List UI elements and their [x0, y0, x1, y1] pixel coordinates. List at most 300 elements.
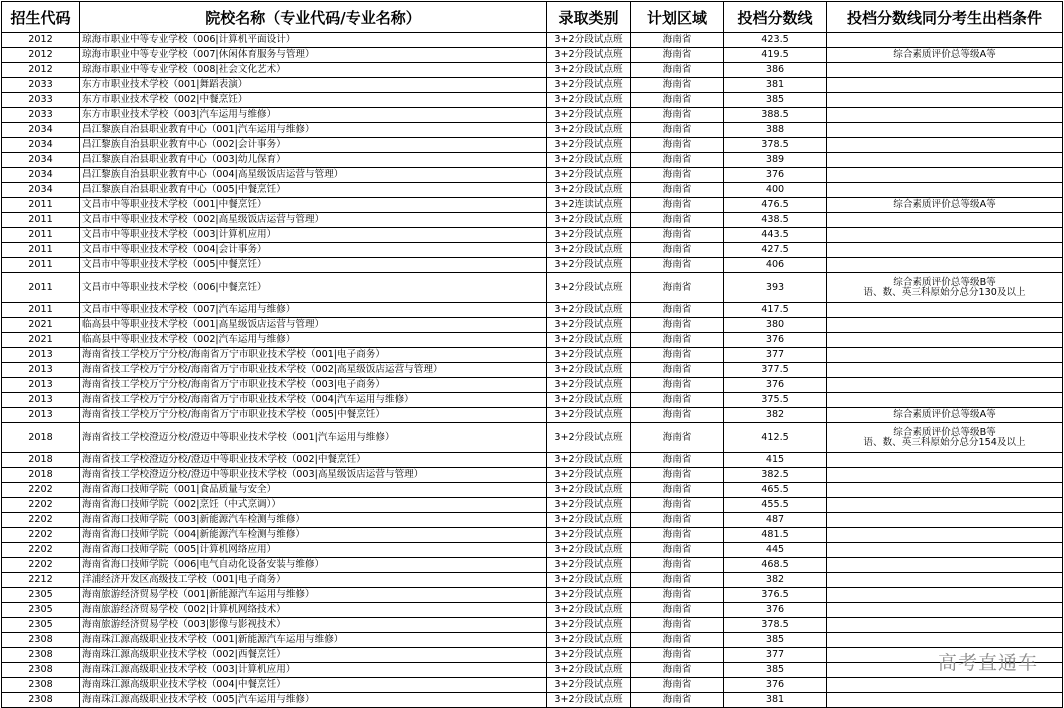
- table-row: [2, 33, 1063, 48]
- table-row: [2, 558, 1063, 573]
- admission-category-cell: 3+2分段试点班: [547, 33, 631, 48]
- plan-region-cell: 海南省: [631, 108, 724, 123]
- admission-category-cell: 3+2分段试点班: [547, 153, 631, 168]
- table-row: [2, 483, 1063, 498]
- school-name-cell: 海南珠江源高级职业技术学校（003|计算机应用）: [80, 663, 547, 678]
- tie-condition-cell: [827, 318, 1063, 333]
- tie-condition-cell: [827, 213, 1063, 228]
- plan-region-cell: 海南省: [631, 348, 724, 363]
- cutoff-score-cell: 380: [724, 318, 827, 333]
- enrollment-code-cell: 2034: [2, 153, 80, 168]
- table-row: [2, 63, 1063, 78]
- plan-region-cell: 海南省: [631, 543, 724, 558]
- school-name-cell: 海南旅游经济贸易学校（002|计算机网络技术）: [80, 603, 547, 618]
- admission-category-cell: 3+2分段试点班: [547, 678, 631, 693]
- admission-category-cell: 3+2分段试点班: [547, 633, 631, 648]
- admission-category-cell: 3+2分段试点班: [547, 273, 631, 303]
- plan-region-cell: 海南省: [631, 648, 724, 663]
- admission-category-cell: 3+2连读试点班: [547, 198, 631, 213]
- cutoff-score-cell: 406: [724, 258, 827, 273]
- plan-region-cell: 海南省: [631, 423, 724, 453]
- plan-region-cell: 海南省: [631, 138, 724, 153]
- tie-condition-cell: [827, 183, 1063, 198]
- plan-region-cell: 海南省: [631, 453, 724, 468]
- table-row: [2, 528, 1063, 543]
- cutoff-score-cell: 385: [724, 93, 827, 108]
- table-row: [2, 243, 1063, 258]
- plan-region-cell: 海南省: [631, 303, 724, 318]
- school-name-cell: 海南省技工学校澄迈分校/澄迈中等职业技术学校（001|汽车运用与维修）: [80, 423, 547, 453]
- enrollment-code-cell: 2033: [2, 108, 80, 123]
- table-row: [2, 168, 1063, 183]
- cutoff-score-cell: 377: [724, 348, 827, 363]
- table-row: [2, 78, 1063, 93]
- enrollment-code-cell: 2202: [2, 483, 80, 498]
- school-name-cell: 海南珠江源高级职业技术学校（002|西餐烹饪）: [80, 648, 547, 663]
- table-row: [2, 228, 1063, 243]
- enrollment-code-cell: 2308: [2, 648, 80, 663]
- tie-condition-cell: [827, 453, 1063, 468]
- tie-condition-cell: [827, 78, 1063, 93]
- admission-category-cell: 3+2分段试点班: [547, 228, 631, 243]
- admission-category-cell: 3+2分段试点班: [547, 483, 631, 498]
- admission-category-cell: 3+2分段试点班: [547, 468, 631, 483]
- cutoff-score-cell: 481.5: [724, 528, 827, 543]
- enrollment-code-cell: 2033: [2, 78, 80, 93]
- table-row: [2, 573, 1063, 588]
- plan-region-cell: 海南省: [631, 168, 724, 183]
- tie-condition-cell: [827, 243, 1063, 258]
- cutoff-score-cell: 386: [724, 63, 827, 78]
- table-row: [2, 348, 1063, 363]
- school-name-cell: 临高县中等职业技术学校（001|高星级饭店运营与管理）: [80, 318, 547, 333]
- enrollment-code-cell: 2011: [2, 213, 80, 228]
- cutoff-score-cell: 419.5: [724, 48, 827, 63]
- table-row: [2, 648, 1063, 663]
- admission-category-cell: 3+2分段试点班: [547, 258, 631, 273]
- plan-region-cell: 海南省: [631, 318, 724, 333]
- cutoff-score-cell: 468.5: [724, 558, 827, 573]
- tie-condition-cell: [827, 678, 1063, 693]
- cutoff-score-cell: 393: [724, 273, 827, 303]
- cutoff-score-cell: 375.5: [724, 393, 827, 408]
- admission-category-cell: 3+2分段试点班: [547, 363, 631, 378]
- table-row: [2, 198, 1063, 213]
- admission-category-cell: 3+2分段试点班: [547, 138, 631, 153]
- table-row: [2, 153, 1063, 168]
- table-row: [2, 633, 1063, 648]
- plan-region-cell: 海南省: [631, 573, 724, 588]
- plan-region-cell: 海南省: [631, 228, 724, 243]
- plan-region-cell: 海南省: [631, 273, 724, 303]
- admission-category-cell: 3+2分段试点班: [547, 498, 631, 513]
- enrollment-code-cell: 2013: [2, 393, 80, 408]
- enrollment-code-cell: 2202: [2, 558, 80, 573]
- plan-region-cell: 海南省: [631, 678, 724, 693]
- tie-condition-cell: [827, 468, 1063, 483]
- tie-condition-cell: [827, 303, 1063, 318]
- cutoff-score-cell: 423.5: [724, 33, 827, 48]
- tie-condition-cell: [827, 258, 1063, 273]
- enrollment-code-cell: 2033: [2, 93, 80, 108]
- header-school-name: 院校名称（专业代码/专业名称）: [80, 2, 547, 33]
- enrollment-code-cell: 2012: [2, 48, 80, 63]
- school-name-cell: 文昌市中等职业技术学校（004|会计事务）: [80, 243, 547, 258]
- plan-region-cell: 海南省: [631, 198, 724, 213]
- school-name-cell: 海南省海口技师学院（001|食品质量与安全）: [80, 483, 547, 498]
- enrollment-code-cell: 2308: [2, 663, 80, 678]
- header-plan-region: 计划区域: [631, 2, 724, 33]
- tie-condition-cell: [827, 348, 1063, 363]
- tie-condition-cell: [827, 483, 1063, 498]
- cutoff-score-cell: 465.5: [724, 483, 827, 498]
- enrollment-code-cell: 2021: [2, 318, 80, 333]
- enrollment-code-cell: 2202: [2, 543, 80, 558]
- table-row: [2, 333, 1063, 348]
- table-row: [2, 453, 1063, 468]
- enrollment-code-cell: 2021: [2, 333, 80, 348]
- school-name-cell: 海南省海口技师学院（003|新能源汽车检测与维修）: [80, 513, 547, 528]
- plan-region-cell: 海南省: [631, 363, 724, 378]
- plan-region-cell: 海南省: [631, 378, 724, 393]
- school-name-cell: 文昌市中等职业技术学校（006|中餐烹饪）: [80, 273, 547, 303]
- school-name-cell: 昌江黎族自治县职业教育中心（005|中餐烹饪）: [80, 183, 547, 198]
- admission-category-cell: 3+2分段试点班: [547, 48, 631, 63]
- cutoff-score-cell: 455.5: [724, 498, 827, 513]
- school-name-cell: 临高县中等职业技术学校（002|汽车运用与维修）: [80, 333, 547, 348]
- school-name-cell: 昌江黎族自治县职业教育中心（003|幼儿保育）: [80, 153, 547, 168]
- cutoff-score-cell: 376.5: [724, 588, 827, 603]
- school-name-cell: 海南珠江源高级职业技术学校（001|新能源汽车运用与维修）: [80, 633, 547, 648]
- enrollment-code-cell: 2034: [2, 183, 80, 198]
- school-name-cell: 海南珠江源高级职业技术学校（005|汽车运用与维修）: [80, 693, 547, 708]
- enrollment-code-cell: 2011: [2, 228, 80, 243]
- school-name-cell: 昌江黎族自治县职业教育中心（001|汽车运用与维修）: [80, 123, 547, 138]
- admission-category-cell: 3+2分段试点班: [547, 318, 631, 333]
- tie-condition-cell: [827, 558, 1063, 573]
- tie-condition-cell: [827, 618, 1063, 633]
- admission-category-cell: 3+2分段试点班: [547, 168, 631, 183]
- school-name-cell: 海南省技工学校万宁分校/海南省万宁市职业技术学校（004|汽车运用与维修）: [80, 393, 547, 408]
- admission-category-cell: 3+2分段试点班: [547, 693, 631, 708]
- admission-category-cell: 3+2分段试点班: [547, 378, 631, 393]
- enrollment-code-cell: 2202: [2, 528, 80, 543]
- cutoff-score-cell: 382.5: [724, 468, 827, 483]
- tie-condition-cell: [827, 588, 1063, 603]
- watermark-text: 高考直通车: [937, 652, 1038, 674]
- tie-condition-cell: [827, 138, 1063, 153]
- enrollment-code-cell: 2013: [2, 378, 80, 393]
- tie-condition-cell: 综合素质评价总等级B等 语、数、英三科原始分总分154及以上: [827, 423, 1063, 453]
- table-row: [2, 408, 1063, 423]
- plan-region-cell: 海南省: [631, 498, 724, 513]
- cutoff-score-cell: 381: [724, 78, 827, 93]
- tie-condition-cell: 综合素质评价总等级B等 语、数、英三科原始分总分130及以上: [827, 273, 1063, 303]
- admission-category-cell: 3+2分段试点班: [547, 648, 631, 663]
- table-row: [2, 258, 1063, 273]
- enrollment-code-cell: 2305: [2, 618, 80, 633]
- school-name-cell: 海南省海口技师学院（005|计算机网络应用）: [80, 543, 547, 558]
- table-row: [2, 513, 1063, 528]
- table-row: [2, 108, 1063, 123]
- cutoff-score-cell: 388.5: [724, 108, 827, 123]
- cutoff-score-cell: 388: [724, 123, 827, 138]
- tie-condition-cell: [827, 498, 1063, 513]
- table-row: [2, 663, 1063, 678]
- tie-condition-cell: [827, 513, 1063, 528]
- enrollment-code-cell: 2308: [2, 633, 80, 648]
- cutoff-score-cell: 389: [724, 153, 827, 168]
- table-row: [2, 498, 1063, 513]
- enrollment-code-cell: 2013: [2, 408, 80, 423]
- plan-region-cell: 海南省: [631, 693, 724, 708]
- table-header-row: [2, 2, 1063, 33]
- cutoff-score-cell: 382: [724, 408, 827, 423]
- table-row: [2, 378, 1063, 393]
- tie-condition-cell: [827, 228, 1063, 243]
- plan-region-cell: 海南省: [631, 408, 724, 423]
- plan-region-cell: 海南省: [631, 153, 724, 168]
- enrollment-code-cell: 2012: [2, 63, 80, 78]
- enrollment-code-cell: 2018: [2, 423, 80, 453]
- tie-condition-cell: [827, 93, 1063, 108]
- admission-score-table: [1, 1, 1063, 708]
- plan-region-cell: 海南省: [631, 588, 724, 603]
- enrollment-code-cell: 2013: [2, 363, 80, 378]
- cutoff-score-cell: 381: [724, 693, 827, 708]
- table-row: [2, 93, 1063, 108]
- tie-condition-cell: [827, 33, 1063, 48]
- table-row: [2, 693, 1063, 708]
- admission-category-cell: 3+2分段试点班: [547, 348, 631, 363]
- enrollment-code-cell: 2034: [2, 138, 80, 153]
- tie-condition-cell: [827, 633, 1063, 648]
- plan-region-cell: 海南省: [631, 663, 724, 678]
- school-name-cell: 文昌市中等职业技术学校（005|中餐烹饪）: [80, 258, 547, 273]
- plan-region-cell: 海南省: [631, 468, 724, 483]
- school-name-cell: 海南珠江源高级职业技术学校（004|中餐烹饪）: [80, 678, 547, 693]
- cutoff-score-cell: 443.5: [724, 228, 827, 243]
- enrollment-code-cell: 2308: [2, 678, 80, 693]
- cutoff-score-cell: 487: [724, 513, 827, 528]
- admission-category-cell: 3+2分段试点班: [547, 453, 631, 468]
- table-row: [2, 543, 1063, 558]
- admission-category-cell: 3+2分段试点班: [547, 528, 631, 543]
- admission-category-cell: 3+2分段试点班: [547, 78, 631, 93]
- cutoff-score-cell: 427.5: [724, 243, 827, 258]
- school-name-cell: 海南省技工学校万宁分校/海南省万宁市职业技术学校（005|中餐烹饪）: [80, 408, 547, 423]
- table-row: [2, 393, 1063, 408]
- admission-category-cell: 3+2分段试点班: [547, 63, 631, 78]
- school-name-cell: 文昌市中等职业技术学校（003|计算机应用）: [80, 228, 547, 243]
- plan-region-cell: 海南省: [631, 483, 724, 498]
- school-name-cell: 东方市职业技术学校（002|中餐烹饪）: [80, 93, 547, 108]
- enrollment-code-cell: 2011: [2, 198, 80, 213]
- table-row: [2, 303, 1063, 318]
- admission-category-cell: 3+2分段试点班: [547, 93, 631, 108]
- enrollment-code-cell: 2013: [2, 348, 80, 363]
- plan-region-cell: 海南省: [631, 513, 724, 528]
- enrollment-code-cell: 2034: [2, 168, 80, 183]
- table-row: [2, 678, 1063, 693]
- plan-region-cell: 海南省: [631, 63, 724, 78]
- school-name-cell: 海南旅游经济贸易学校（001|新能源汽车运用与维修）: [80, 588, 547, 603]
- school-name-cell: 海南省技工学校万宁分校/海南省万宁市职业技术学校（001|电子商务）: [80, 348, 547, 363]
- tie-condition-cell: 综合素质评价总等级A等: [827, 48, 1063, 63]
- cutoff-score-cell: 445: [724, 543, 827, 558]
- cutoff-score-cell: 417.5: [724, 303, 827, 318]
- school-name-cell: 文昌市中等职业技术学校（007|汽车运用与维修）: [80, 303, 547, 318]
- tie-condition-cell: [827, 108, 1063, 123]
- school-name-cell: 洋浦经济开发区高级技工学校（001|电子商务）: [80, 573, 547, 588]
- table-row: [2, 618, 1063, 633]
- cutoff-score-cell: 376: [724, 333, 827, 348]
- table-row: [2, 363, 1063, 378]
- admission-category-cell: 3+2分段试点班: [547, 573, 631, 588]
- plan-region-cell: 海南省: [631, 258, 724, 273]
- header-enrollment-code: 招生代码: [2, 2, 80, 33]
- tie-condition-cell: [827, 543, 1063, 558]
- header-cutoff-score: 投档分数线: [724, 2, 827, 33]
- admission-category-cell: 3+2分段试点班: [547, 588, 631, 603]
- school-name-cell: 东方市职业技术学校（001|舞蹈表演）: [80, 78, 547, 93]
- admission-category-cell: 3+2分段试点班: [547, 618, 631, 633]
- school-name-cell: 海南省技工学校澄迈分校/澄迈中等职业技术学校（003|高星级饭店运营与管理）: [80, 468, 547, 483]
- enrollment-code-cell: 2018: [2, 453, 80, 468]
- tie-condition-cell: 综合素质评价总等级A等: [827, 408, 1063, 423]
- cutoff-score-cell: 377: [724, 648, 827, 663]
- cutoff-score-cell: 415: [724, 453, 827, 468]
- school-name-cell: 海南旅游经济贸易学校（003|影像与影视技术）: [80, 618, 547, 633]
- cutoff-score-cell: 385: [724, 633, 827, 648]
- table-body: [2, 33, 1063, 708]
- school-name-cell: 文昌市中等职业技术学校（002|高星级饭店运营与管理）: [80, 213, 547, 228]
- plan-region-cell: 海南省: [631, 93, 724, 108]
- school-name-cell: 琼海市职业中等专业学校（006|计算机平面设计）: [80, 33, 547, 48]
- plan-region-cell: 海南省: [631, 333, 724, 348]
- enrollment-code-cell: 2011: [2, 243, 80, 258]
- school-name-cell: 琼海市职业中等专业学校（007|休闲体育服务与管理）: [80, 48, 547, 63]
- cutoff-score-cell: 376: [724, 678, 827, 693]
- enrollment-code-cell: 2305: [2, 603, 80, 618]
- school-name-cell: 海南省海口技师学院（002|烹饪（中式烹调））: [80, 498, 547, 513]
- school-name-cell: 海南省技工学校万宁分校/海南省万宁市职业技术学校（002|高星级饭店运营与管理）: [80, 363, 547, 378]
- plan-region-cell: 海南省: [631, 558, 724, 573]
- admission-category-cell: 3+2分段试点班: [547, 243, 631, 258]
- table-row: [2, 423, 1063, 453]
- school-name-cell: 文昌市中等职业技术学校（001|中餐烹饪）: [80, 198, 547, 213]
- table-row: [2, 468, 1063, 483]
- cutoff-score-cell: 438.5: [724, 213, 827, 228]
- tie-condition-cell: [827, 333, 1063, 348]
- plan-region-cell: 海南省: [631, 33, 724, 48]
- enrollment-code-cell: 2034: [2, 123, 80, 138]
- cutoff-score-cell: 385: [724, 663, 827, 678]
- tie-condition-cell: [827, 603, 1063, 618]
- plan-region-cell: 海南省: [631, 243, 724, 258]
- tie-condition-cell: [827, 63, 1063, 78]
- enrollment-code-cell: 2212: [2, 573, 80, 588]
- admission-category-cell: 3+2分段试点班: [547, 423, 631, 453]
- admission-category-cell: 3+2分段试点班: [547, 663, 631, 678]
- plan-region-cell: 海南省: [631, 633, 724, 648]
- tie-condition-cell: [827, 363, 1063, 378]
- tie-condition-cell: [827, 393, 1063, 408]
- admission-category-cell: 3+2分段试点班: [547, 408, 631, 423]
- admission-category-cell: 3+2分段试点班: [547, 183, 631, 198]
- enrollment-code-cell: 2305: [2, 588, 80, 603]
- school-name-cell: 昌江黎族自治县职业教育中心（002|会计事务）: [80, 138, 547, 153]
- enrollment-code-cell: 2308: [2, 693, 80, 708]
- school-name-cell: 昌江黎族自治县职业教育中心（004|高星级饭店运营与管理）: [80, 168, 547, 183]
- admission-category-cell: 3+2分段试点班: [547, 303, 631, 318]
- header-admission-category: 录取类别: [547, 2, 631, 33]
- cutoff-score-cell: 382: [724, 573, 827, 588]
- cutoff-score-cell: 476.5: [724, 198, 827, 213]
- enrollment-code-cell: 2011: [2, 258, 80, 273]
- table-row: [2, 48, 1063, 63]
- table-row: [2, 183, 1063, 198]
- admission-category-cell: 3+2分段试点班: [547, 513, 631, 528]
- table-row: [2, 318, 1063, 333]
- enrollment-code-cell: 2202: [2, 513, 80, 528]
- school-name-cell: 海南省技工学校万宁分校/海南省万宁市职业技术学校（003|电子商务）: [80, 378, 547, 393]
- admission-category-cell: 3+2分段试点班: [547, 603, 631, 618]
- admission-category-cell: 3+2分段试点班: [547, 333, 631, 348]
- admission-category-cell: 3+2分段试点班: [547, 123, 631, 138]
- plan-region-cell: 海南省: [631, 183, 724, 198]
- cutoff-score-cell: 376: [724, 603, 827, 618]
- admission-category-cell: 3+2分段试点班: [547, 558, 631, 573]
- tie-condition-cell: [827, 168, 1063, 183]
- enrollment-code-cell: 2202: [2, 498, 80, 513]
- plan-region-cell: 海南省: [631, 393, 724, 408]
- admission-category-cell: 3+2分段试点班: [547, 213, 631, 228]
- table-row: [2, 588, 1063, 603]
- enrollment-code-cell: 2012: [2, 33, 80, 48]
- plan-region-cell: 海南省: [631, 78, 724, 93]
- tie-condition-cell: [827, 123, 1063, 138]
- table-row: [2, 123, 1063, 138]
- admission-category-cell: 3+2分段试点班: [547, 393, 631, 408]
- enrollment-code-cell: 2018: [2, 468, 80, 483]
- plan-region-cell: 海南省: [631, 528, 724, 543]
- cutoff-score-cell: 378.5: [724, 618, 827, 633]
- cutoff-score-cell: 412.5: [724, 423, 827, 453]
- school-name-cell: 海南省海口技师学院（004|新能源汽车检测与维修）: [80, 528, 547, 543]
- table-row: [2, 213, 1063, 228]
- cutoff-score-cell: 376: [724, 378, 827, 393]
- school-name-cell: 海南省技工学校澄迈分校/澄迈中等职业技术学校（002|中餐烹饪）: [80, 453, 547, 468]
- tie-condition-cell: 综合素质评价总等级A等: [827, 198, 1063, 213]
- tie-condition-cell: [827, 153, 1063, 168]
- plan-region-cell: 海南省: [631, 123, 724, 138]
- admission-category-cell: 3+2分段试点班: [547, 543, 631, 558]
- school-name-cell: 海南省海口技师学院（006|电气自动化设备安装与维修）: [80, 558, 547, 573]
- plan-region-cell: 海南省: [631, 48, 724, 63]
- school-name-cell: 东方市职业技术学校（003|汽车运用与维修）: [80, 108, 547, 123]
- table-row: [2, 603, 1063, 618]
- header-tie-condition: 投档分数线同分考生出档条件: [827, 2, 1063, 33]
- admission-category-cell: 3+2分段试点班: [547, 108, 631, 123]
- plan-region-cell: 海南省: [631, 213, 724, 228]
- tie-condition-cell: [827, 528, 1063, 543]
- cutoff-score-cell: 400: [724, 183, 827, 198]
- cutoff-score-cell: 378.5: [724, 138, 827, 153]
- cutoff-score-cell: 376: [724, 168, 827, 183]
- tie-condition-cell: [827, 378, 1063, 393]
- enrollment-code-cell: 2011: [2, 303, 80, 318]
